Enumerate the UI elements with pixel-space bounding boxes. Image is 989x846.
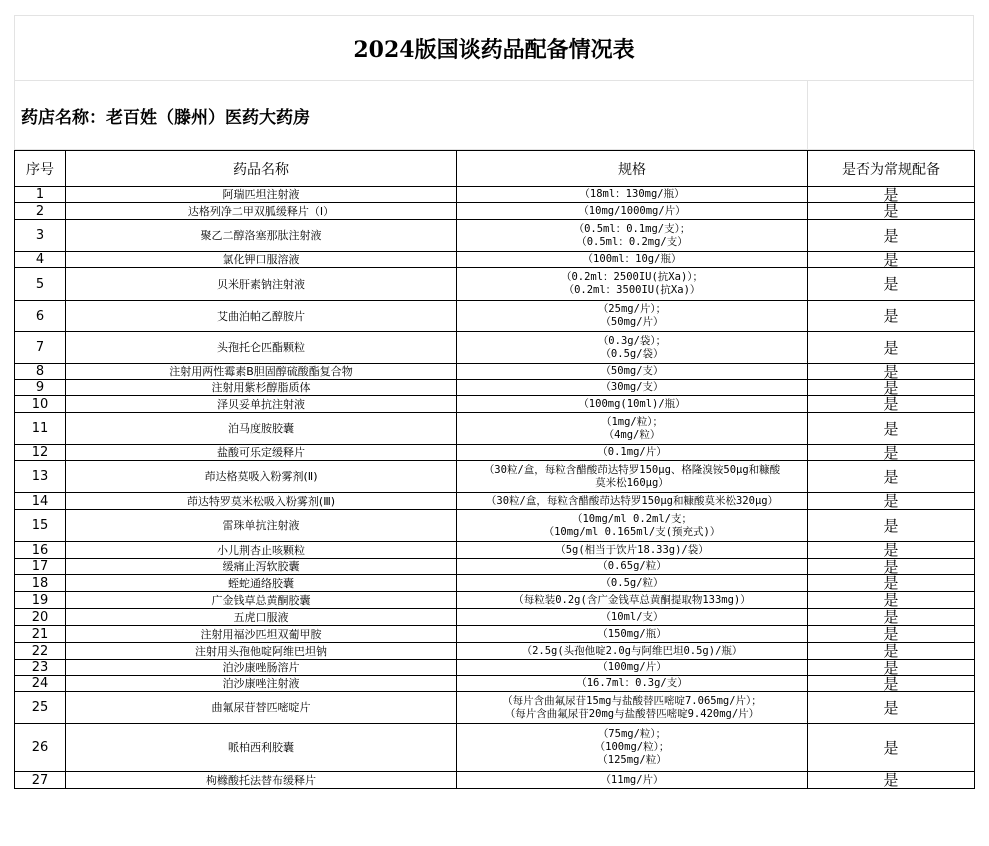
table-row <box>15 220 975 252</box>
row-seq: 12 <box>15 445 66 461</box>
row-spec: （0.5g/粒） <box>457 575 808 592</box>
row-standard: 是 <box>808 268 975 301</box>
row-spec: （10mg/ml 0.2ml/支； （10mg/ml 0.165ml/支(预充式)） <box>457 510 808 542</box>
table-row <box>15 413 975 445</box>
row-seq: 20 <box>15 609 66 626</box>
row-drug-name: 头孢托仑匹酯颗粒 <box>66 332 457 364</box>
drug-table <box>14 150 975 789</box>
row-standard: 是 <box>808 252 975 268</box>
row-seq: 10 <box>15 396 66 413</box>
header-standard: 是否为常规配备 <box>808 151 975 187</box>
table-row <box>15 203 975 220</box>
row-drug-name: 茚达特罗莫米松吸入粉雾剂(Ⅲ) <box>66 493 457 510</box>
row-standard: 是 <box>808 380 975 396</box>
row-drug-name: 小儿荆杏止咳颗粒 <box>66 542 457 559</box>
table-row <box>15 609 975 626</box>
row-standard: 是 <box>808 493 975 510</box>
row-drug-name: 泊沙康唑注射液 <box>66 676 457 692</box>
row-spec: （25mg/片）； （50mg/片） <box>457 301 808 332</box>
row-spec: （150mg/瓶） <box>457 626 808 643</box>
row-spec: （11mg/片） <box>457 772 808 789</box>
table-row <box>15 626 975 643</box>
row-standard: 是 <box>808 203 975 220</box>
table-row <box>15 542 975 559</box>
row-standard: 是 <box>808 660 975 676</box>
header-row <box>15 151 975 187</box>
row-standard: 是 <box>808 510 975 542</box>
row-spec: （每片含曲氟尿苷15mg与盐酸替匹嘧啶7.065mg/片）； （每片含曲氟尿苷20mg与盐酸替匹嘧啶9.420mg/片） <box>457 692 808 724</box>
table-row <box>15 575 975 592</box>
header-seq: 序号 <box>15 151 66 187</box>
sheet-title: 2024版国谈药品配备情况表 <box>14 15 974 80</box>
row-drug-name: 盐酸可乐定缓释片 <box>66 445 457 461</box>
row-spec: （0.3g/袋）； （0.5g/袋） <box>457 332 808 364</box>
table-row <box>15 268 975 301</box>
row-spec: （30粒/盒，每粒含醋酸茚达特罗150μg、格隆溴铵50μg和糠酸 莫米松160μg） <box>457 461 808 493</box>
row-spec: （100mg/片） <box>457 660 808 676</box>
table-row <box>15 364 975 380</box>
row-standard: 是 <box>808 364 975 380</box>
row-drug-name: 泽贝妥单抗注射液 <box>66 396 457 413</box>
row-standard: 是 <box>808 542 975 559</box>
row-spec: （0.2ml：2500IU(抗Xa)）； （0.2ml：3500IU(抗Xa)） <box>457 268 808 301</box>
row-standard: 是 <box>808 676 975 692</box>
row-spec: （0.1mg/片） <box>457 445 808 461</box>
table-row <box>15 252 975 268</box>
row-seq: 14 <box>15 493 66 510</box>
row-seq: 1 <box>15 187 66 203</box>
row-drug-name: 雷珠单抗注射液 <box>66 510 457 542</box>
row-drug-name: 艾曲泊帕乙醇胺片 <box>66 301 457 332</box>
header-name: 药品名称 <box>66 151 457 187</box>
spreadsheet <box>14 15 974 789</box>
row-drug-name: 注射用福沙匹坦双葡甲胺 <box>66 626 457 643</box>
row-spec: （50mg/支） <box>457 364 808 380</box>
row-standard: 是 <box>808 301 975 332</box>
row-seq: 4 <box>15 252 66 268</box>
table-row <box>15 772 975 789</box>
row-seq: 5 <box>15 268 66 301</box>
row-seq: 15 <box>15 510 66 542</box>
header-spec: 规格 <box>457 151 808 187</box>
table-row <box>15 592 975 609</box>
row-drug-name: 注射用两性霉素B胆固醇硫酸酯复合物 <box>66 364 457 380</box>
table-row <box>15 692 975 724</box>
row-drug-name: 注射用头孢他啶阿维巴坦钠 <box>66 643 457 660</box>
table-row <box>15 301 975 332</box>
table-row <box>15 510 975 542</box>
row-seq: 7 <box>15 332 66 364</box>
row-drug-name: 五虎口服液 <box>66 609 457 626</box>
store-row <box>14 80 974 150</box>
row-spec: （2.5g(头孢他啶2.0g与阿维巴坦0.5g)/瓶） <box>457 643 808 660</box>
row-standard: 是 <box>808 592 975 609</box>
row-drug-name: 达格列净二甲双胍缓释片（Ⅰ） <box>66 203 457 220</box>
row-standard: 是 <box>808 187 975 203</box>
row-drug-name: 哌柏西利胶囊 <box>66 724 457 772</box>
row-standard: 是 <box>808 772 975 789</box>
row-spec: （0.65g/粒） <box>457 559 808 575</box>
table-row <box>15 676 975 692</box>
row-spec: （10ml/支） <box>457 609 808 626</box>
store-blank-cell <box>808 81 973 149</box>
row-standard: 是 <box>808 220 975 252</box>
row-standard: 是 <box>808 396 975 413</box>
row-spec: （10mg/1000mg/片） <box>457 203 808 220</box>
table-row <box>15 396 975 413</box>
row-drug-name: 泊沙康唑肠溶片 <box>66 660 457 676</box>
row-standard: 是 <box>808 692 975 724</box>
row-spec: （30粒/盒，每粒含醋酸茚达特罗150μg和糠酸莫米松320μg） <box>457 493 808 510</box>
row-seq: 25 <box>15 692 66 724</box>
row-spec: （100mg(10ml)/瓶） <box>457 396 808 413</box>
row-seq: 17 <box>15 559 66 575</box>
row-standard: 是 <box>808 626 975 643</box>
row-standard: 是 <box>808 575 975 592</box>
row-drug-name: 茚达格莫吸入粉雾剂(Ⅱ) <box>66 461 457 493</box>
table-row <box>15 187 975 203</box>
table-row <box>15 461 975 493</box>
row-spec: （5g(相当于饮片18.33g)/袋） <box>457 542 808 559</box>
row-drug-name: 注射用紫杉醇脂质体 <box>66 380 457 396</box>
row-drug-name: 蛭蛇通络胶囊 <box>66 575 457 592</box>
row-drug-name: 枸橼酸托法替布缓释片 <box>66 772 457 789</box>
row-seq: 24 <box>15 676 66 692</box>
row-standard: 是 <box>808 609 975 626</box>
row-seq: 23 <box>15 660 66 676</box>
table-row <box>15 559 975 575</box>
table-row <box>15 660 975 676</box>
row-seq: 22 <box>15 643 66 660</box>
table-row <box>15 332 975 364</box>
row-spec: （100ml：10g/瓶） <box>457 252 808 268</box>
table-row <box>15 445 975 461</box>
row-standard: 是 <box>808 461 975 493</box>
table-body <box>15 187 975 789</box>
row-standard: 是 <box>808 413 975 445</box>
row-spec: （1mg/粒）； （4mg/粒） <box>457 413 808 445</box>
row-seq: 11 <box>15 413 66 445</box>
row-seq: 8 <box>15 364 66 380</box>
row-drug-name: 泊马度胺胶囊 <box>66 413 457 445</box>
row-drug-name: 聚乙二醇洛塞那肽注射液 <box>66 220 457 252</box>
row-seq: 26 <box>15 724 66 772</box>
row-seq: 21 <box>15 626 66 643</box>
row-seq: 18 <box>15 575 66 592</box>
row-spec: （30mg/支） <box>457 380 808 396</box>
row-standard: 是 <box>808 445 975 461</box>
table-row <box>15 724 975 772</box>
table-row <box>15 493 975 510</box>
store-name: 药店名称：老百姓（滕州）医药大药房 <box>15 81 808 149</box>
row-seq: 27 <box>15 772 66 789</box>
row-standard: 是 <box>808 724 975 772</box>
table-row <box>15 643 975 660</box>
row-seq: 3 <box>15 220 66 252</box>
row-drug-name: 贝米肝素钠注射液 <box>66 268 457 301</box>
row-drug-name: 阿瑞匹坦注射液 <box>66 187 457 203</box>
row-seq: 16 <box>15 542 66 559</box>
row-spec: （75mg/粒）； （100mg/粒）； （125mg/粒） <box>457 724 808 772</box>
row-seq: 19 <box>15 592 66 609</box>
row-spec: （18ml：130mg/瓶） <box>457 187 808 203</box>
row-standard: 是 <box>808 559 975 575</box>
row-standard: 是 <box>808 643 975 660</box>
row-seq: 13 <box>15 461 66 493</box>
row-spec: （16.7ml：0.3g/支） <box>457 676 808 692</box>
row-seq: 2 <box>15 203 66 220</box>
row-drug-name: 曲氟尿苷替匹嘧啶片 <box>66 692 457 724</box>
row-seq: 9 <box>15 380 66 396</box>
row-drug-name: 缓痛止泻软胶囊 <box>66 559 457 575</box>
table-row <box>15 380 975 396</box>
row-spec: （0.5ml：0.1mg/支）； （0.5ml：0.2mg/支） <box>457 220 808 252</box>
row-seq: 6 <box>15 301 66 332</box>
row-drug-name: 广金钱草总黄酮胶囊 <box>66 592 457 609</box>
row-spec: （每粒装0.2g(含广金钱草总黄酮提取物133mg)） <box>457 592 808 609</box>
row-standard: 是 <box>808 332 975 364</box>
row-drug-name: 氯化钾口服溶液 <box>66 252 457 268</box>
